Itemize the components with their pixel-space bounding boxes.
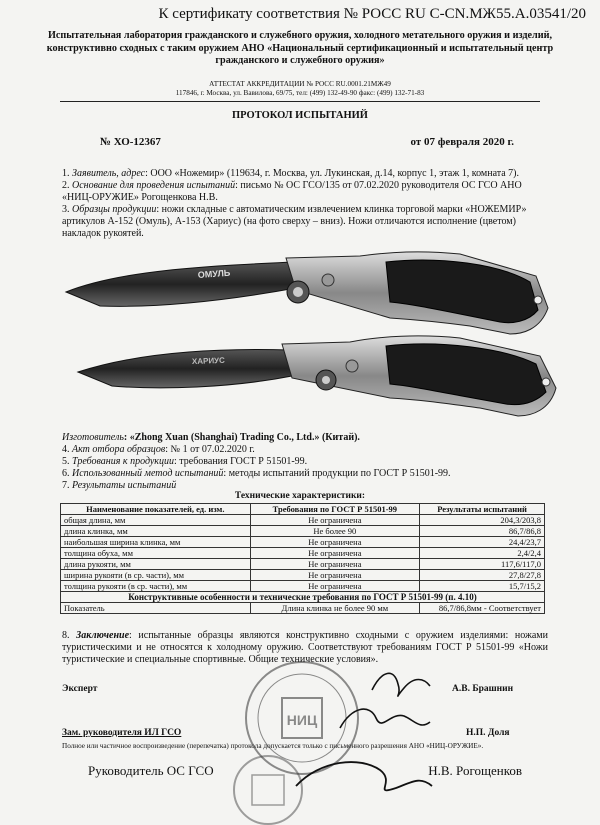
expert-name: А.В. Брашнин xyxy=(452,684,514,694)
item-results: 7. Результаты испытаний xyxy=(62,480,177,491)
deputy-signature xyxy=(340,709,430,728)
col-header-parameter: Наименование показателей, ед. изм. xyxy=(61,504,251,515)
table-row: Показатель Длина клинка не более 90 мм 86,7/86,8мм - Соответствует xyxy=(61,603,545,614)
knife-omul-marking: ОМУЛЬ xyxy=(197,267,231,280)
item-basis: 2. Основание для проведения испытаний: письмо № ОС ГСО/135 от 07.02.2020 руководителя ОС ГСО АНО «НИЦ-ОРУЖИЕ» Рогощенкова Н.В. xyxy=(62,180,522,203)
protocol-title: ПРОТОКОЛ ИСПЫТАНИЙ xyxy=(232,110,368,121)
item-method: 6. Использованный метод испытаний: методы испытаний продукции по ГОСТ Р 51501-99. xyxy=(62,468,451,479)
lab-address: 117846, г. Москва, ул. Вавилова, 69/75, тел: (499) 132-49-90 факс: (499) 132-71-83 xyxy=(175,89,425,97)
item-samples: 3. Образцы продукции: ножи складные с автоматическим извлечением клинка торговой марки «НОЖЕМИР» артикулов А-152 (Омуль), А-153 (Хариус) (на фото сверху – вниз). Ножи отличаются исполнение (цветом) накладок рукоятей. xyxy=(62,204,527,239)
accreditation-number: АТТЕСТАТ АККРЕДИТАЦИИ № РОСС RU.0001.21МЖ49 xyxy=(209,80,391,88)
expert-label: Эксперт xyxy=(62,684,98,694)
reproduction-notice: Полное или частичное воспроизведение (перепечатка) протокола допускается только с письменного разрешения АНО «НИЦ-ОРУЖИЕ». xyxy=(62,742,484,750)
certificate-reference: К сертификату соответствия № РОСС RU C-CN.МЖ55.А.03541/20 xyxy=(158,6,586,22)
conclusion: 8. Заключение: испытанные образцы являются конструктивно сходными с оружием изделиями: ножами туристическими и не относятся к холодному оружию. Соответствуют требованиям ГОСТ Р 51501-99 «Ножи туристические и специальные спортивные. Общие технические условия». xyxy=(62,630,548,666)
item-sampling-act: 4. Акт отбора образцов: № 1 от 07.02.2020 г. xyxy=(62,444,255,455)
deputy-label: Зам. руководителя ИЛ ГСО xyxy=(62,728,182,738)
head-name: Н.В. Рогощенков xyxy=(428,763,522,778)
table-row: ширина рукояти (в ср. части), мм Не ограничена 27,8/27,8 xyxy=(61,570,545,581)
expert-signature xyxy=(372,673,430,696)
head-label: Руководитель ОС ГСО xyxy=(88,763,214,778)
stamp-text: НИЦ xyxy=(286,712,318,728)
table-row: толщина обуха, мм Не ограничена 2,4/2,4 xyxy=(61,548,545,559)
knife-harius-marking: ХАРИУС xyxy=(191,355,226,366)
stamp-seal-lower xyxy=(234,756,302,824)
head-signature xyxy=(296,762,432,790)
conclusion-label: Заключение xyxy=(76,630,130,641)
col-header-result: Результаты испытаний xyxy=(420,504,545,515)
protocol-date: от 07 февраля 2020 г. xyxy=(410,136,514,148)
item-manufacturer: Изготовитель: «Zhong Xuan (Shanghai) Trading Co., Ltd.» (Китай). xyxy=(62,432,360,443)
constructive-section-header: Конструктивные особенности и технические требования по ГОСТ Р 51501-99 (п. 4.10) xyxy=(61,592,545,603)
protocol-number: № ХО-12367 xyxy=(100,136,161,148)
table-row: наибольшая ширина клинка, мм Не ограничена 24,4/23,7 xyxy=(61,537,545,548)
table-row: длина клинка, мм Не более 90 86,7/86,8 xyxy=(61,526,545,537)
tech-table-title: Технические характеристики: xyxy=(234,491,366,501)
conclusion-text: : испытанные образцы являются конструктивно сходными с оружием изделиями: ножами туристическими и не относятся к холодному оружию. Соответствуют требованиям ГОСТ Р 51501-99 «Ножи туристические и специальные спортивные. Общие технические условия». xyxy=(62,630,548,666)
table-row: толщина рукояти (в ср. части), мм Не ограничена 15,7/15,2 xyxy=(61,581,545,592)
deputy-name: Н.П. Доля xyxy=(466,728,510,738)
table-row: длина рукояти, мм Не ограничена 117,6/117,0 xyxy=(61,559,545,570)
table-row: общая длина, мм Не ограничена 204,3/203,8 xyxy=(61,515,545,526)
item-applicant: 1. Заявитель, адрес: ООО «Ножемир» (119634, г. Москва, ул. Лукинская, д.14, корпус 1, этаж 1, комната 7). xyxy=(62,168,520,179)
col-header-requirement: Требования по ГОСТ Р 51501-99 xyxy=(250,504,420,515)
item-requirements: 5. Требования к продукции: требования ГОСТ Р 51501-99. xyxy=(62,456,308,467)
laboratory-name: Испытательная лаборатория гражданского и служебного оружия, холодного метательного оружия и изделий, конструктивно сходных с таким оружием АНО «Национальный сертификационный и испытательный центр гражданского и служебного оружия» xyxy=(46,30,554,66)
